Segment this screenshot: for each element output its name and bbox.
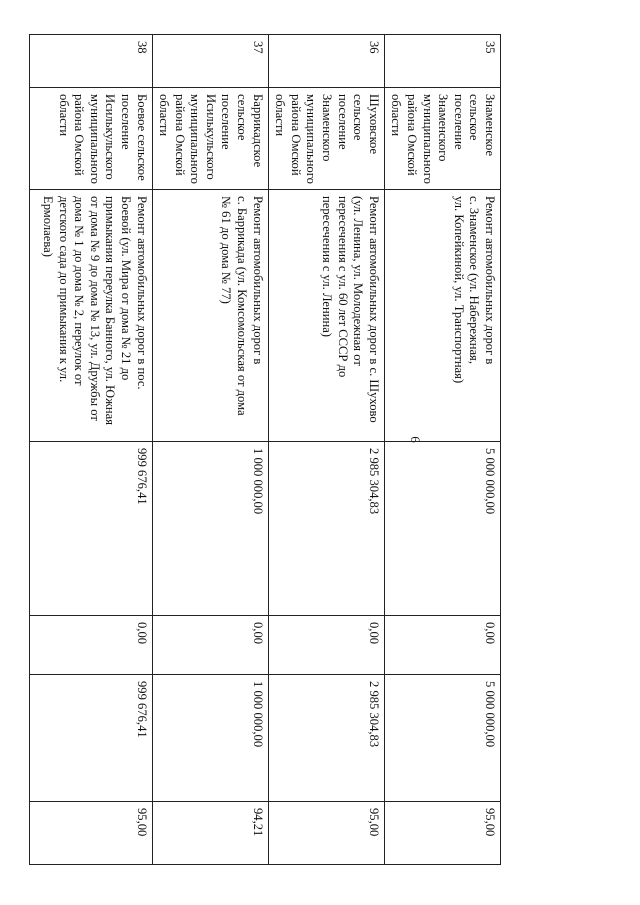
municipality-cell: Шуховское сельское поселение Знаменского муниципального района Омской области [268,88,384,190]
amount-zero-cell: 0,00 [384,616,500,675]
amount-total-cell: 999 676,41 [29,442,152,616]
amount-region-cell: 999 676,41 [29,675,152,802]
table-row [152,35,268,865]
object-cell: Ремонт автомобильных дорог в с. Баррикада (ул. Комсомольская от дома № 61 до дома № 77) [152,190,268,442]
road-repair-table [29,34,501,865]
amount-zero-cell: 0,00 [29,616,152,675]
amount-total-cell: 5 000 000,00 [384,442,500,616]
table-row [29,35,152,865]
amount-region-cell: 1 000 000,00 [152,675,268,802]
row-index: 37 [152,35,268,88]
amount-zero-cell: 0,00 [268,616,384,675]
row-index: 38 [29,35,152,88]
percent-cell: 95,00 [384,802,500,865]
percent-cell: 95,00 [268,802,384,865]
amount-region-cell: 2 985 304,83 [268,675,384,802]
rotated-table-container [40,34,501,864]
municipality-cell: Баррикадское сельское поселение Исилькульского муниципального района Омской области [152,88,268,190]
amount-region-cell: 5 000 000,00 [384,675,500,802]
amount-zero-cell: 0,00 [152,616,268,675]
page-number: 6 [407,436,423,443]
row-index: 35 [384,35,500,88]
percent-cell: 95,00 [29,802,152,865]
object-cell: Ремонт автомобильных дорог в с. Шухово (ул. Ленина, ул. Молодежная от пересечения с ул. 60 лет СССР до пересечения с ул. Ленина) [268,190,384,442]
municipality-cell: Боевое сельское поселение Исилькульского муниципального района Омской области [29,88,152,190]
table-row [268,35,384,865]
object-cell: Ремонт автомобильных дорог в с. Знаменское (ул. Набережная, ул. Копейкиной, ул. Транспортная) [384,190,500,442]
object-cell: Ремонт автомобильных дорог в пос. Боевой (ул. Мира от дома № 21 до примыкания переулка Банного, ул. Южная от дома № 9 до дома № 13, ул. Дружбы от дома № 1 до дома № 2, переулок от детского сада до примыкания к ул. Ермолаева) [29,190,152,442]
table-row [384,35,500,865]
amount-total-cell: 1 000 000,00 [152,442,268,616]
municipality-cell: Знаменское сельское поселение Знаменского муниципального района Омской области [384,88,500,190]
row-index: 36 [268,35,384,88]
amount-total-cell: 2 985 304,83 [268,442,384,616]
percent-cell: 94,21 [152,802,268,865]
